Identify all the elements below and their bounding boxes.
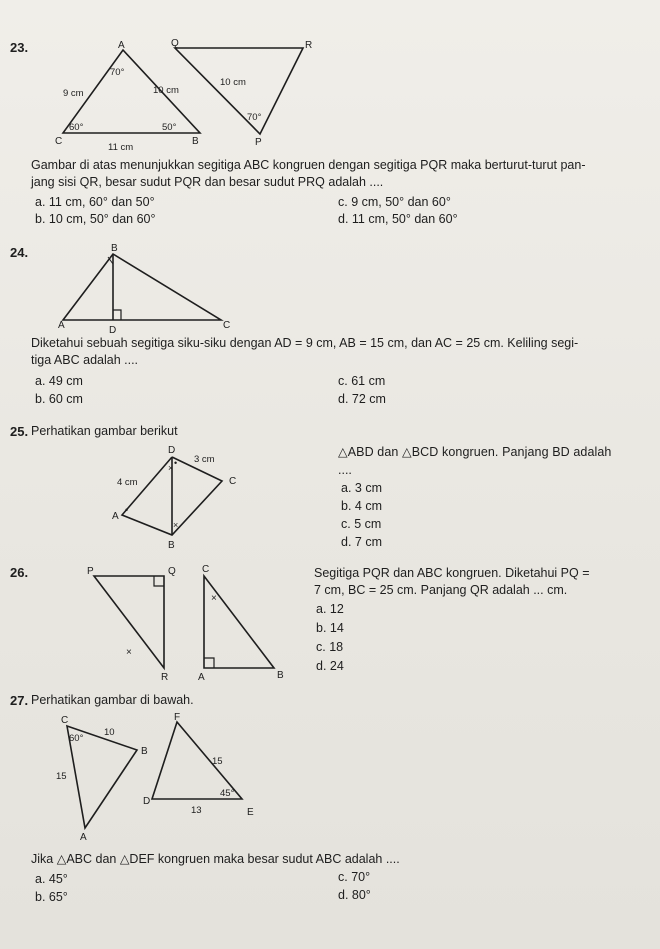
q27-number: 27.	[10, 693, 29, 708]
q24-vertex-b: B	[111, 243, 118, 254]
q27-angle-c: 60°	[69, 733, 84, 744]
q27-vertex-c: C	[61, 715, 69, 726]
q27-side-cb: 10	[104, 727, 115, 738]
q27-option-a: a. 45°	[35, 872, 68, 886]
q27-vertex-d: D	[143, 796, 151, 807]
q25-vertex-b: B	[168, 540, 175, 551]
q24-text-line1: Diketahui sebuah segitiga siku-siku dengan AD = 9 cm, AB = 15 cm, dan AC = 25 cm. Keliling segi-	[31, 336, 579, 350]
q25-figure	[112, 443, 252, 553]
q24-option-c: c. 61 cm	[338, 374, 386, 388]
q23-vertex-q: Q	[171, 38, 179, 49]
q26-number: 26.	[10, 565, 29, 580]
q24-option-d: d. 72 cm	[338, 392, 386, 406]
q23-vertex-r: R	[305, 40, 313, 51]
q25-vertex-a: A	[112, 511, 119, 522]
q23-side-ab: 10 cm	[153, 85, 179, 96]
q27-option-b: b. 65°	[35, 890, 68, 904]
q27-side-fe: 15	[212, 756, 223, 767]
q23-number: 23.	[10, 40, 29, 55]
q23-vertex-c: C	[55, 136, 63, 147]
right-angle-mark-a	[204, 658, 214, 668]
q26-vertex-p: P	[87, 566, 94, 577]
q27-side-ca: 15	[56, 771, 67, 782]
q25-option-a: a. 3 cm	[341, 481, 382, 495]
q23-angle-a: 70°	[110, 67, 125, 78]
q23-figure	[55, 38, 315, 158]
triangle-pqr	[175, 48, 303, 134]
q27-intro: Perhatikan gambar di bawah.	[31, 693, 194, 707]
q24-vertex-a: A	[58, 320, 65, 331]
triangle-abc-q26	[204, 576, 274, 668]
q24-vertex-c: C	[223, 320, 231, 331]
q26-option-a: a. 12	[316, 602, 344, 616]
q23-vertex-a: A	[118, 40, 125, 51]
q25-angle-mark-dot2: •	[125, 505, 129, 515]
q23-option-c: c. 9 cm, 50° dan 60°	[338, 195, 451, 209]
q26-tick-cb: ×	[211, 593, 217, 604]
q26-option-d: d. 24	[316, 659, 344, 673]
q25-stem-line1: △ABD dan △BCD kongruen. Panjang BD adalah	[338, 445, 612, 459]
q23-text-line1: Gambar di atas menunjukkan segitiga ABC kongruen dengan segitiga PQR maka berturut-turut pan-	[31, 158, 586, 172]
q24-option-a: a. 49 cm	[35, 374, 83, 388]
q25-side-dc: 3 cm	[194, 454, 215, 465]
q26-figure	[84, 562, 304, 687]
q27-angle-e: 45°	[220, 788, 235, 799]
q24-figure	[58, 242, 238, 337]
q25-angle-mark-dot1: •	[174, 458, 178, 468]
q25-option-b: b. 4 cm	[341, 499, 382, 513]
q23-angle-b: 50°	[162, 122, 177, 133]
q27-option-d: d. 80°	[338, 888, 371, 902]
q27-side-de: 13	[191, 805, 202, 816]
triangle-abc-q24	[63, 254, 221, 320]
q27-vertex-e: E	[247, 807, 254, 818]
q25-intro: Perhatikan gambar berikut	[31, 424, 178, 438]
q23-option-d: d. 11 cm, 50° dan 60°	[338, 212, 458, 226]
right-angle-mark-q	[154, 576, 164, 586]
q26-vertex-q: Q	[168, 566, 176, 577]
right-angle-mark-d	[113, 310, 121, 320]
q27-vertex-f: F	[174, 712, 181, 723]
q25-side-ad: 4 cm	[117, 477, 138, 488]
q26-option-b: b. 14	[316, 621, 344, 635]
q27-text: Jika △ABC dan △DEF kongruen maka besar sudut ABC adalah ....	[31, 852, 400, 866]
q23-vertex-b: B	[192, 136, 199, 147]
q26-vertex-r: R	[161, 672, 169, 683]
q25-stem-line2: ....	[338, 463, 352, 477]
q27-option-c: c. 70°	[338, 870, 371, 884]
q24-vertex-d: D	[109, 325, 117, 336]
q23-side-qp: 10 cm	[220, 77, 246, 88]
q25-angle-mark-x2: ×	[173, 520, 179, 530]
q24-option-b: b. 60 cm	[35, 392, 83, 406]
q23-angle-p: 70°	[247, 112, 262, 123]
q23-option-b: b. 10 cm, 50° dan 60°	[35, 212, 156, 226]
q27-vertex-a: A	[80, 832, 87, 843]
q25-angle-mark-x1: ×	[168, 463, 174, 473]
q25-vertex-c: C	[229, 476, 237, 487]
q23-side-cb: 11 cm	[108, 142, 134, 153]
q26-tick-pr: ×	[126, 647, 132, 658]
q26-vertex-a: A	[198, 672, 205, 683]
q25-number: 25.	[10, 424, 29, 439]
q26-option-c: c. 18	[316, 640, 344, 654]
q26-stem-line2: 7 cm, BC = 25 cm. Panjang QR adalah ... cm.	[314, 583, 568, 597]
q25-option-d: d. 7 cm	[341, 535, 382, 549]
q25-vertex-d: D	[168, 445, 176, 456]
q24-number: 24.	[10, 245, 29, 260]
q23-option-a: a. 11 cm, 60° dan 50°	[35, 195, 155, 209]
q23-text-line2: jang sisi QR, besar sudut PQR dan besar sudut PRQ adalah ....	[31, 175, 384, 189]
q23-vertex-p: P	[255, 137, 262, 148]
q23-angle-c: 60°	[69, 122, 84, 133]
q23-side-ca: 9 cm	[63, 88, 84, 99]
q26-vertex-b: B	[277, 670, 284, 681]
q27-vertex-b: B	[141, 746, 148, 757]
q26-vertex-c: C	[202, 564, 210, 575]
q25-option-c: c. 5 cm	[341, 517, 382, 531]
q27-figure	[52, 712, 272, 847]
q26-stem-line1: Segitiga PQR dan ABC kongruen. Diketahui PQ =	[314, 566, 590, 580]
q24-text-line2: tiga ABC adalah ....	[31, 353, 139, 367]
